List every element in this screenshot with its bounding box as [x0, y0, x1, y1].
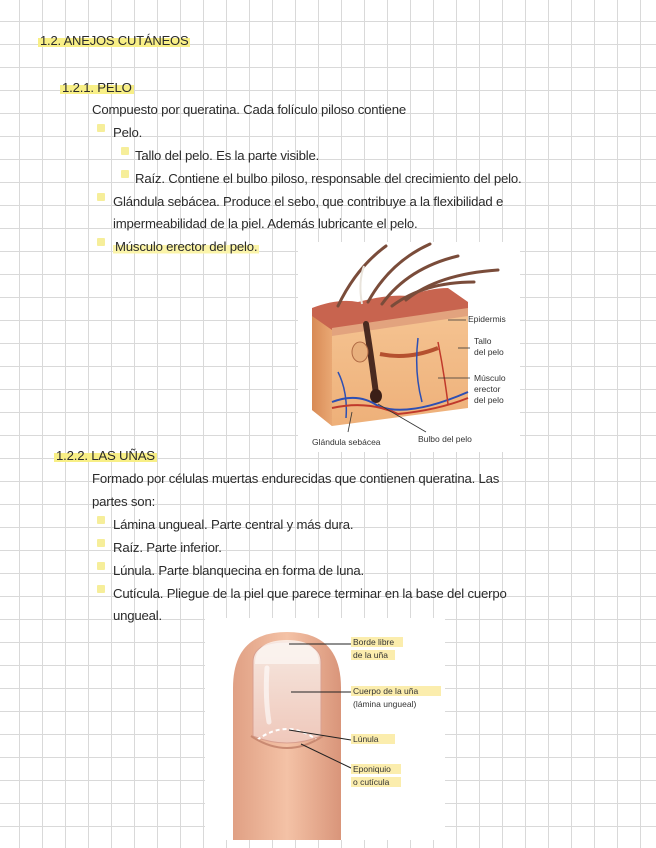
bullet-icon	[97, 124, 105, 132]
label-musculo: Músculo	[474, 373, 506, 383]
label-epidermis: Epidermis	[468, 314, 506, 324]
label-eponiquio-2: o cutícula	[353, 777, 390, 787]
label-tallo-2: del pelo	[474, 347, 504, 357]
bullet-icon	[97, 539, 105, 547]
label-tallo: Tallo	[474, 336, 492, 346]
bullet-icon	[97, 562, 105, 570]
list-item-continuation: impermeabilidad de la piel. Además lubricante el pelo.	[113, 216, 418, 231]
list-item-continuation: ungueal.	[113, 608, 162, 623]
nail-diagram	[205, 618, 445, 840]
list-item: Lúnula. Parte blanquecina en forma de luna.	[113, 563, 364, 578]
bullet-icon	[97, 193, 105, 201]
list-item: Cutícula. Pliegue de la piel que parece terminar en la base del cuerpo	[113, 586, 507, 601]
pelo-intro: Compuesto por queratina. Cada folículo piloso contiene	[92, 102, 406, 117]
list-item: Tallo del pelo. Es la parte visible.	[135, 148, 320, 163]
label-borde-libre-2: de la uña	[353, 650, 388, 660]
label-lunula: Lúnula	[353, 734, 379, 744]
list-item: Pelo.	[113, 125, 143, 140]
bullet-icon	[97, 516, 105, 524]
label-glandula: Glándula sebácea	[312, 437, 381, 447]
section-title: 1.2. ANEJOS CUTÁNEOS	[40, 33, 189, 48]
bullet-icon	[97, 585, 105, 593]
unas-intro-continuation: partes son:	[92, 494, 156, 509]
list-item: Músculo erector del pelo.	[115, 239, 258, 254]
subsection-title-pelo: 1.2.1. PELO	[62, 80, 132, 95]
bullet-icon	[121, 170, 129, 178]
label-musculo-2: erector	[474, 384, 501, 394]
list-item: Glándula sebácea. Produce el sebo, que contribuye a la flexibilidad e	[113, 194, 504, 209]
label-eponiquio: Eponiquio	[353, 764, 391, 774]
bullet-icon	[121, 147, 129, 155]
hair-diagram	[298, 242, 520, 452]
hair-diagram-illustration	[298, 242, 520, 452]
label-cuerpo: Cuerpo de la uña	[353, 686, 419, 696]
unas-intro: Formado por células muertas endurecidas que contienen queratina. Las	[92, 471, 500, 486]
list-item: Raíz. Contiene el bulbo piloso, responsable del crecimiento del pelo.	[135, 171, 522, 186]
nail-diagram-illustration	[205, 618, 445, 840]
list-item: Lámina ungueal. Parte central y más dura.	[113, 517, 354, 532]
label-cuerpo-2: (lámina ungueal)	[353, 699, 417, 709]
label-borde-libre: Borde libre	[353, 637, 395, 647]
list-item: Raíz. Parte inferior.	[113, 540, 222, 555]
bullet-icon	[97, 238, 105, 246]
label-bulbo: Bulbo del pelo	[418, 434, 472, 444]
subsection-title-unas: 1.2.2. LAS UÑAS	[56, 448, 155, 463]
label-musculo-3: del pelo	[474, 395, 504, 405]
